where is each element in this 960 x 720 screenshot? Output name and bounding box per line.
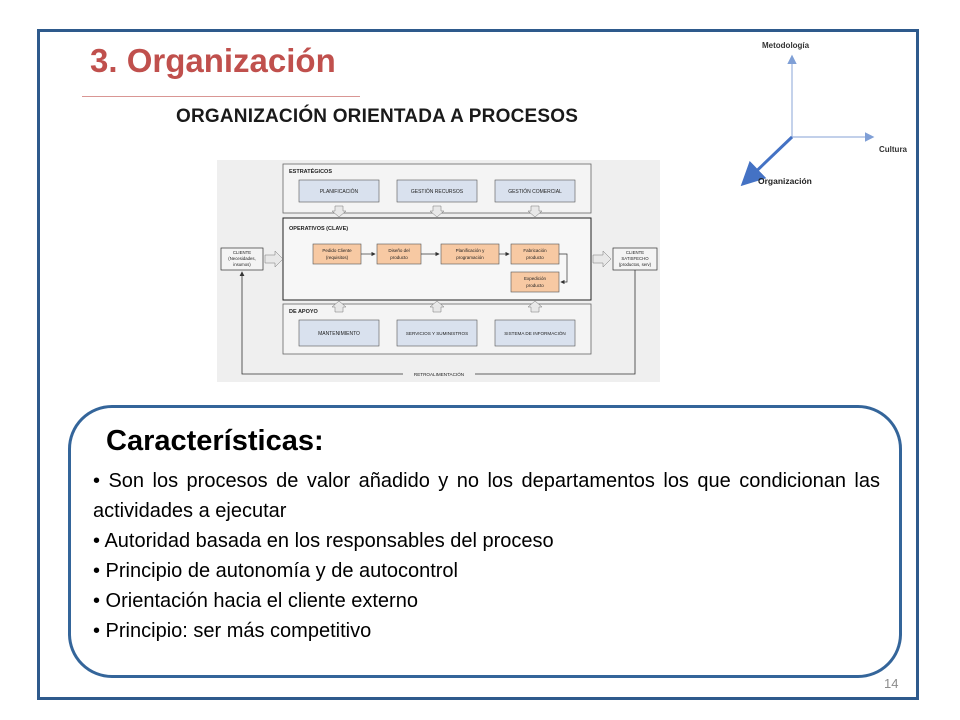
step-fabricacion-line1: Fabricación [523,248,547,253]
retro-label: RETROALIMENTACIÓN [413,372,465,377]
slide-subtitle: ORGANIZACIÓN ORIENTADA A PROCESOS [176,106,579,127]
cliente-entrada-line1: CLIENTE [232,250,252,255]
axis-label-metodologia: Metodología [762,41,810,50]
cliente-entrada-line2: (Necesidades, [228,256,256,261]
box-gestion-recursos-label: GESTIÓN RECURSOS [410,189,464,195]
caracteristicas-box [68,405,902,678]
axes-diagram [725,35,925,195]
step-planificacion-line2: programación [456,255,484,260]
step-fabricacion [511,244,559,264]
list-item: • Orientación hacia el cliente externo [93,590,418,612]
list-item: • Autoridad basada en los responsables del proceso [93,530,554,552]
label-estrategicos: ESTRATÉGICOS [289,169,332,175]
axis-label-organizacion: Organización [758,176,812,186]
list-item: • Principio: ser más competitivo [93,620,372,642]
box-planificacion-label: PLANIFICACIÓN [319,189,359,195]
cliente-satisfecho-line1: CLIENTE [625,250,645,255]
step-diseno [377,244,421,264]
step-expedicion-line2: producto [526,283,544,288]
step-expedicion-line1: Expedición [523,276,547,281]
list-item: • Son los procesos de valor añadido y no los departamentos los que condicionan las actividades a ejecutar [93,470,880,522]
step-diseno-line2: producto [390,255,408,260]
box-servicios-label: SERVICIOS Y SUMINISTROS [405,331,469,336]
list-item: • Principio de autonomía y de autocontrol [93,560,458,582]
box-gestion-comercial-label: GESTIÓN COMERCIAL [508,189,562,195]
step-planificacion [441,244,499,264]
step-diseno-line1: Diseño del [388,248,410,253]
step-expedicion [511,272,559,292]
box-mantenimiento-label: MANTENIMIENTO [318,331,360,337]
step-fabricacion-line2: producto [526,255,544,260]
label-operativos: OPERATIVOS (CLAVE) [289,226,349,232]
title-underline [82,96,360,97]
caracteristicas-title: Características: [106,425,324,457]
cliente-satisfecho-line2: SATISFECHO [621,256,649,261]
step-planificacion-line1: Planificación y [455,248,485,253]
axis-label-cultura: Cultura [879,145,907,154]
page-number: 14 [884,676,899,691]
step-pedido-cliente-line1: Pedido Cliente [322,248,352,253]
process-map-diagram [217,160,660,382]
cliente-entrada-line3: insumos) [233,262,251,267]
cliente-satisfecho-line3: (productos, serv) [618,262,652,267]
step-pedido-cliente [313,244,361,264]
step-pedido-cliente-line2: (requisitos) [325,255,349,260]
box-sistema-informacion-label: SISTEMA DE INFORMACIÓN [504,331,566,336]
caracteristicas-list [93,466,880,646]
label-apoyo: DE APOYO [289,309,318,315]
slide-title: 3. Organización [90,42,336,79]
